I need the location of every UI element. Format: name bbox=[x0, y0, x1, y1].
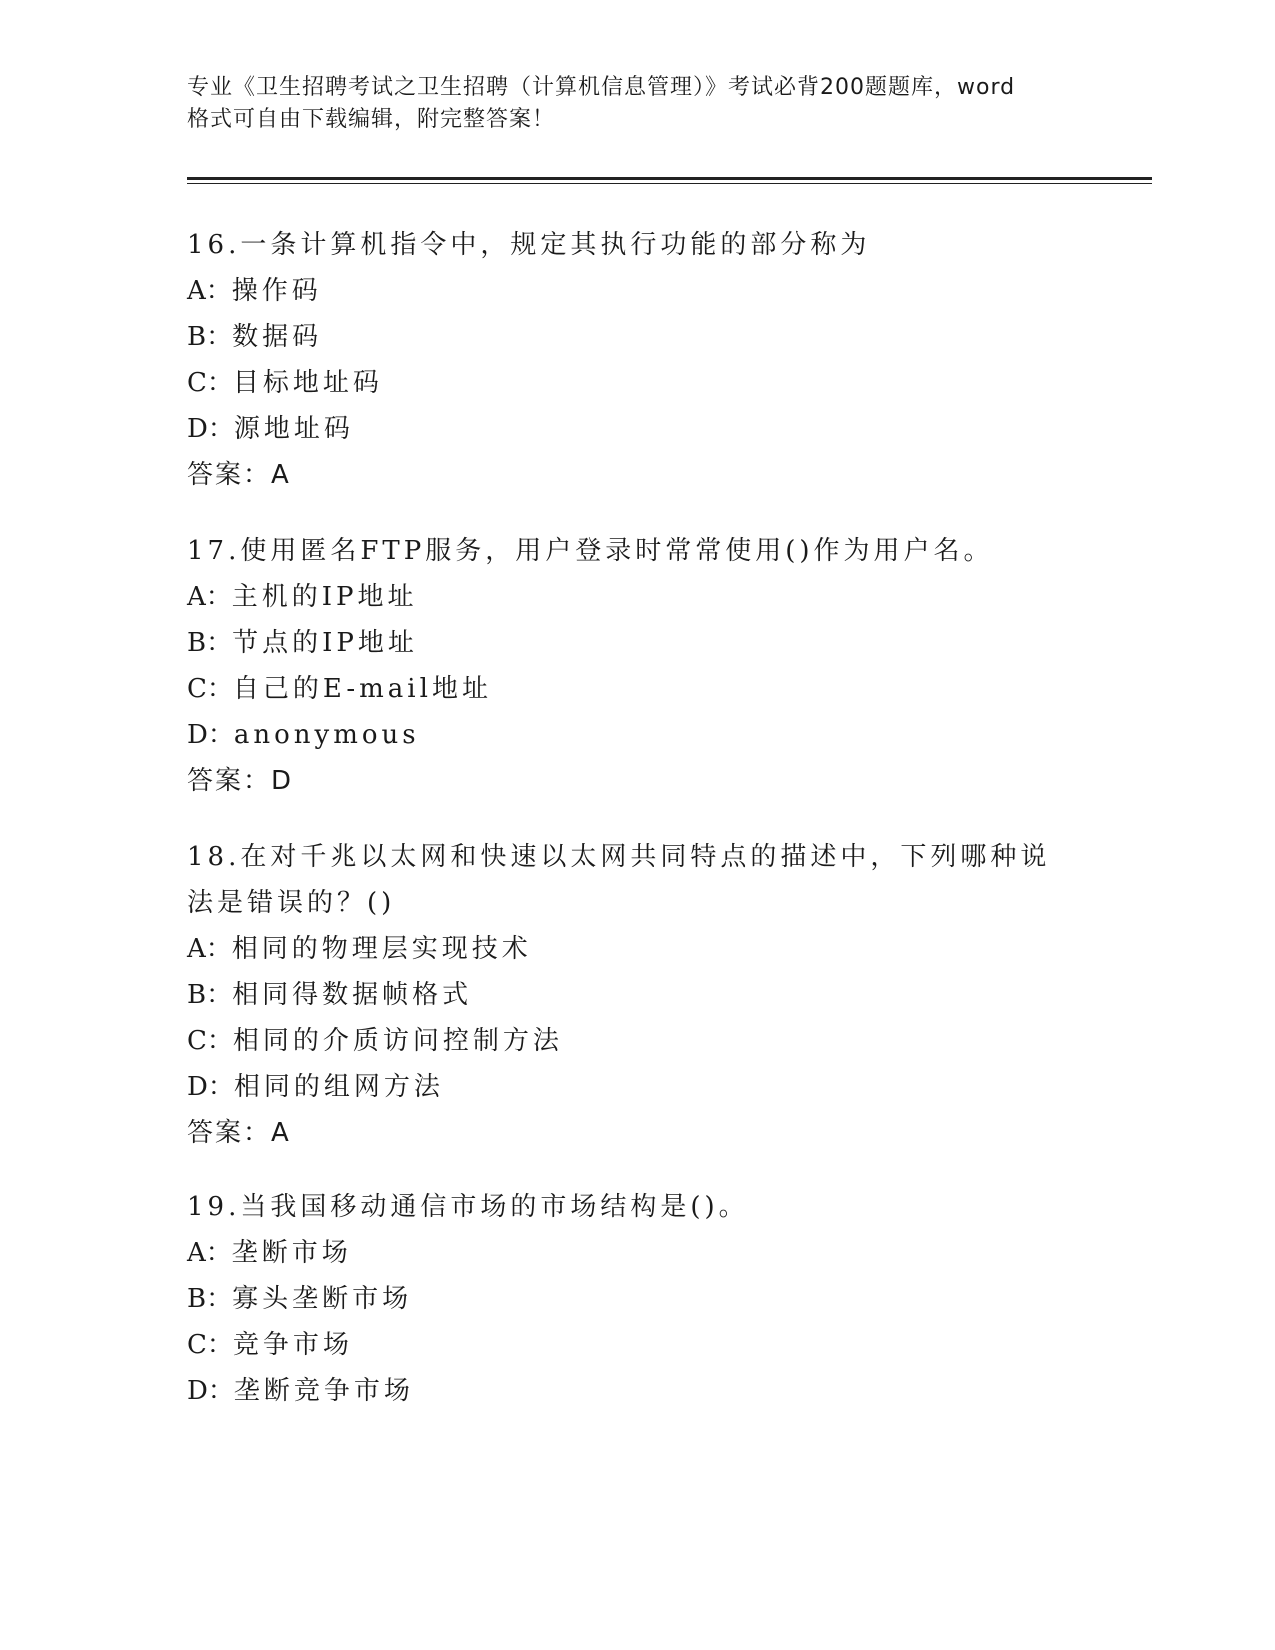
option-a bbox=[187, 574, 1087, 620]
document-header bbox=[187, 72, 1087, 136]
option-a bbox=[187, 926, 1057, 972]
option-c bbox=[187, 360, 1087, 406]
option-letter: D： bbox=[187, 1072, 234, 1102]
option-b bbox=[187, 314, 1087, 360]
option-c bbox=[187, 666, 1087, 712]
option-a bbox=[187, 1230, 1087, 1276]
option-b bbox=[187, 972, 1057, 1018]
option-text: 垄断市场 bbox=[231, 1238, 352, 1268]
option-d bbox=[187, 712, 1087, 758]
option-letter: A： bbox=[187, 582, 232, 612]
option-text: 竞争市场 bbox=[232, 1330, 353, 1360]
option-letter: A： bbox=[187, 1238, 232, 1268]
option-letter: C： bbox=[187, 1026, 233, 1056]
option-b bbox=[187, 1276, 1087, 1322]
question-18 bbox=[187, 834, 1057, 1156]
option-letter: D： bbox=[187, 414, 234, 444]
question-stem: 16.一条计算机指令中，规定其执行功能的部分称为 bbox=[187, 230, 871, 260]
option-text: anonymous bbox=[233, 720, 420, 750]
option-d bbox=[187, 1064, 1057, 1110]
option-text: 相同的介质访问控制方法 bbox=[232, 1026, 563, 1056]
option-text: 相同的组网方法 bbox=[233, 1072, 444, 1102]
question-16 bbox=[187, 222, 1087, 498]
option-text: 寡头垄断市场 bbox=[232, 1284, 413, 1314]
option-text: 目标地址码 bbox=[232, 368, 383, 398]
option-letter: D： bbox=[187, 1376, 234, 1406]
question-stem: 18.在对千兆以太网和快速以太网共同特点的描述中，下列哪种说法是错误的？() bbox=[187, 842, 1051, 918]
option-text: 相同得数据帧格式 bbox=[232, 980, 473, 1010]
option-letter: C： bbox=[187, 1330, 233, 1360]
option-text: 垄断竞争市场 bbox=[233, 1376, 414, 1406]
header-line-1: 专业《卫生招聘考试之卫生招聘（计算机信息管理）》考试必背200题题库，word bbox=[187, 75, 1016, 100]
option-d bbox=[187, 406, 1087, 452]
option-a bbox=[187, 268, 1087, 314]
option-letter: B： bbox=[187, 1284, 233, 1314]
header-divider-thick bbox=[187, 177, 1152, 180]
option-text: 自己的E-mail地址 bbox=[232, 674, 492, 704]
question-17 bbox=[187, 528, 1087, 804]
option-text: 源地址码 bbox=[233, 414, 354, 444]
option-c bbox=[187, 1018, 1057, 1064]
option-letter: D： bbox=[187, 720, 234, 750]
option-letter: B： bbox=[187, 628, 233, 658]
option-d bbox=[187, 1368, 1087, 1414]
option-b bbox=[187, 620, 1087, 666]
option-text: 主机的IP地址 bbox=[231, 582, 418, 612]
question-19 bbox=[187, 1184, 1087, 1414]
option-text: 操作码 bbox=[231, 276, 322, 306]
option-letter: C： bbox=[187, 674, 233, 704]
answer-line: 答案：A bbox=[187, 460, 291, 490]
option-letter: C： bbox=[187, 368, 233, 398]
option-letter: A： bbox=[187, 934, 232, 964]
question-stem: 17.使用匿名FTP服务，用户登录时常常使用()作为用户名。 bbox=[187, 536, 994, 566]
answer-line: 答案：D bbox=[187, 766, 294, 796]
header-line-2: 格式可自由下载编辑，附完整答案！ bbox=[187, 107, 556, 132]
option-c bbox=[187, 1322, 1087, 1368]
option-text: 相同的物理层实现技术 bbox=[231, 934, 532, 964]
option-text: 数据码 bbox=[232, 322, 323, 352]
option-letter: B： bbox=[187, 980, 233, 1010]
answer-line: 答案：A bbox=[187, 1118, 291, 1148]
option-text: 节点的IP地址 bbox=[232, 628, 418, 658]
header-divider-thin bbox=[187, 183, 1152, 184]
option-letter: B： bbox=[187, 322, 233, 352]
option-letter: A： bbox=[187, 276, 232, 306]
question-stem: 19.当我国移动通信市场的市场结构是()。 bbox=[187, 1192, 749, 1222]
